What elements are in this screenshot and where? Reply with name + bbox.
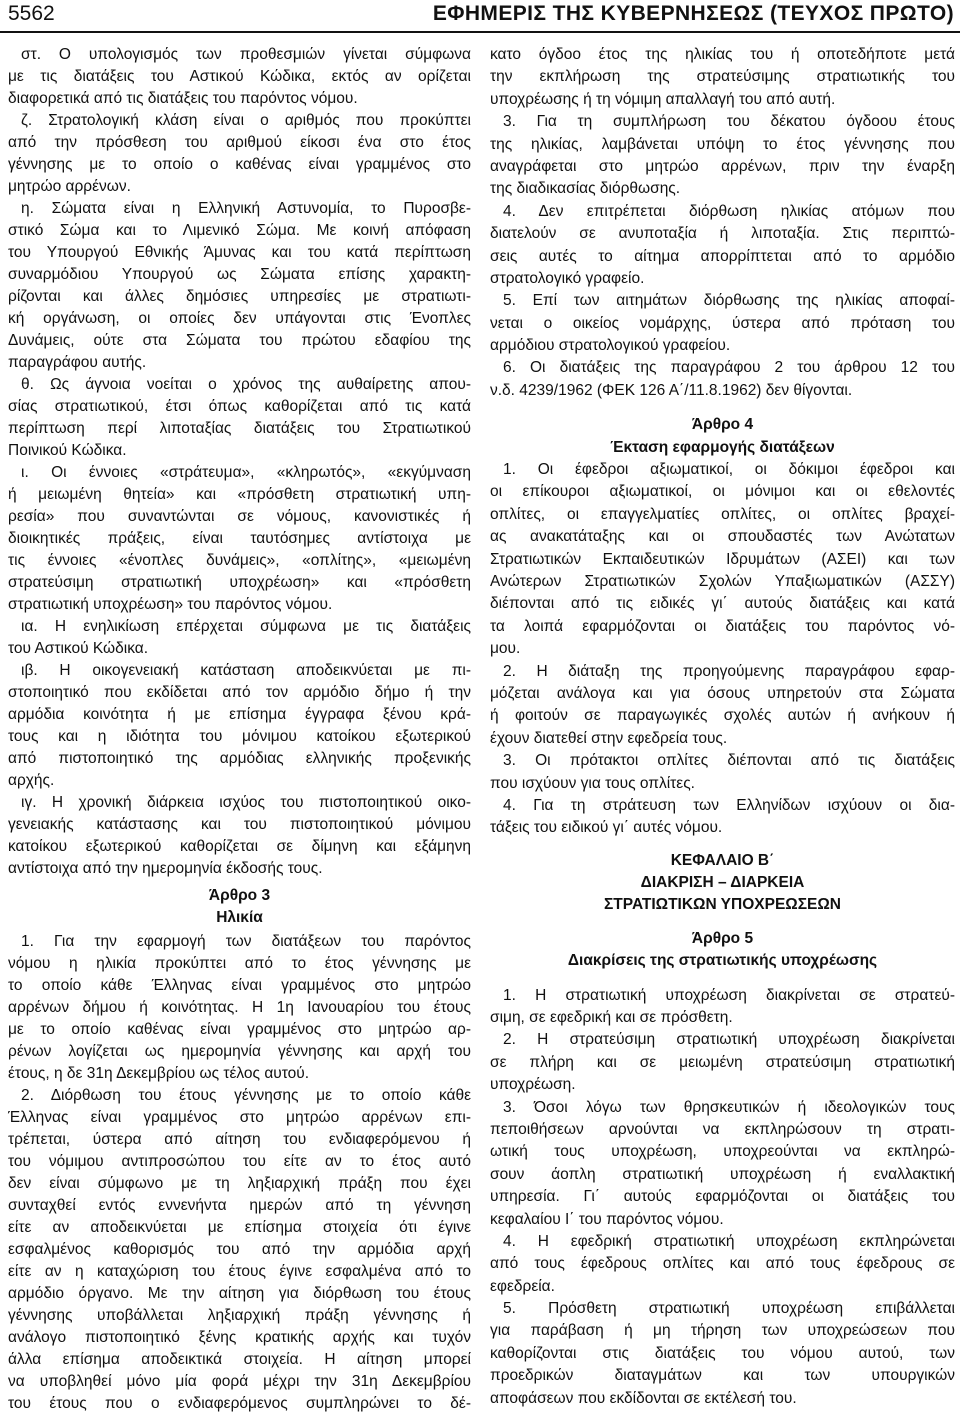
text-line: εφεδρεία. [490,1277,555,1295]
text-line: μητρώο αρρένων. [8,178,131,195]
text-line: του Αστικού Κώδικα. [8,640,149,657]
text-line: 3. Οι πρότακτοι οπλίτες διέπονται από τις διατάξεις [503,752,955,770]
paragraph [490,111,955,201]
text-line: της διαδικασίας διόρθωσης. [490,180,681,198]
heading-line: Άρθρο 5 [691,929,754,947]
text-line: μου. [490,640,521,658]
heading-line: Άρθρο 3 [208,887,271,904]
text-line: ν.δ. 4239/1962 (ΦΕΚ 126 Α΄/11.8.1962) δεν θίγονται. [490,381,853,399]
text-line: αντίστοιχα από την ημερομηνία έκδοσής τους. [8,860,323,877]
text-line: του Υπουργού Εθνικής Άμυνας και του κατά περίπτωση [8,244,471,261]
paragraph [8,616,471,660]
heading-line: Έκταση εφαρμογής διατάξεων [610,438,835,456]
text-line: την εκπλήρωση της στρατεύσιμης στρατιωτικής του [490,68,955,86]
heading-line: Διακρίσεις της στρατιωτικής υποχρέωσης [567,952,878,970]
text-line: είτε αν αποδεικνύεται με επίσημα στοιχεία ότι έγινε [8,1219,471,1236]
paragraph [490,357,955,402]
text-line: γέννησης υποβάλλεται ληξιαρχική πράξη γέννησης ή [8,1307,471,1324]
text-line: νόμου η ηλικία προκύπτει από το έτος γέννησης με [8,955,471,972]
text-line: συναρμόδιου Υπουργού ως Σώματα επίσης χαρακτη- [8,266,471,283]
section-heading [490,414,955,459]
text-line: αρρένων δήμου ή κοινότητας. Η 1η Ιανουαρίου του έτους [8,999,471,1016]
text-line: στρατεύσιμη στρατιωτική υποχρέωση» και «πρόσθετη [8,574,471,591]
text-line: ρένων λογίζεται ως ημερομηνία γέννησης και αρχή του [8,1043,471,1060]
text-line: ανάλογο πιστοποιητικό ξένης κρατικής αρχής και τυχόν [8,1329,471,1346]
text-line: 5. Πρόσθετη στρατιωτική υποχρέωση επιβάλλεται [503,1300,955,1318]
text-line: ωτική τους υποχρέωση, υποχρεούνται να εκπληρώ- [490,1143,955,1161]
gazette-title: ΕΦΗΜΕΡΙΣ ΤΗΣ ΚΥΒΕΡΝΗΣΕΩΣ (ΤΕΥΧΟΣ ΠΡΩΤΟ) [432,2,954,25]
text-line: κατο όγδοο έτος της ηλικίας του ή οποτεδήποτε μετά [490,46,955,63]
text-line: Ποινικού Κώδικα. [8,442,127,459]
text-line: υπηρεσία. Γι΄ αυτούς εφαρμόζονται οι διατάξεις του [490,1188,955,1206]
heading-line: Άρθρο 4 [691,416,754,434]
text-line: με το οποίο καθένας είναι γραμμένος στο μητρώο αρ- [8,1021,471,1038]
paragraph [490,985,955,1030]
text-line: σιμη, σε εφεδρική και σε πρόσθετη. [490,1009,733,1027]
text-line: η. Σώματα είναι η Ελληνική Αστυνομία, το Πυροσβε- [21,200,471,217]
paragraph [8,462,471,616]
section-heading [8,885,471,929]
paragraph [490,795,955,840]
text-line: από την πρόσθεση του αριθμού είκοσι ένα στο έτος [8,134,471,151]
paragraph [490,661,955,751]
text-line: του νόμιμου αντιπροσώπου του είτε αν το έτος αυτό [8,1153,471,1170]
paragraph [490,750,955,795]
heading-line: ΚΕΦΑΛΑΙΟ Β΄ [670,851,775,869]
text-line: Στρατιωτικών Εκπαιδευτικών Ιδρυμάτων (ΑΣΕΙ) και των [490,550,955,568]
text-line: τρέπεται, ύστερα από αίτηση του ενδιαφερόμενου ή [8,1131,471,1148]
text-line: τις έννοιες «ένοπλες δυνάμεις», «οπλίτης», «μειωμένη [8,552,471,569]
heading-line: ΔΙΑΚΡΙΣΗ – ΔΙΑΡΚΕΙΑ [640,874,805,892]
text-line: γενειακής κατάστασης και του πιστοποιητικού μόνιμου [8,816,471,833]
section-heading [490,850,955,917]
text-line: 4. Για τη στράτευση των Ελληνίδων ισχύουν οι δια- [503,796,955,814]
paragraph [490,1097,955,1231]
text-line: Δυνάμεις, ούτε στα Σώματα του πρώτου εδαφίου της [8,332,471,349]
text-line: καθορίζονται στις διατάξεις του νόμου αυτού, των [490,1344,955,1362]
text-line: για παράβαση ή μη τήρηση των υποχρεώσεων που [490,1322,955,1340]
text-line: αρμόδιο όργανο. Με την αίτηση για διόρθωση του έτους [8,1285,471,1302]
text-line: που ισχύουν για τους οπλίτες. [490,774,695,792]
text-line: άλλα επίσημα αποδεικτικά στοιχεία. Η αίτηση μπορεί [8,1351,471,1368]
text-line: από τους έφεδρους οπλίτες και από τους έφεδρους σε [490,1255,955,1273]
text-line: το οποίο κάθε Έλληνας είναι γραμμένος στο μητρώο [8,977,471,994]
text-line: περίπτωση περί λιποταξίας διατάξεις του Στρατιωτικού [8,420,471,437]
text-line: διαφορετικά από τις διατάξεις του παρόντος νόμου. [8,90,358,107]
text-line: 4. Δεν επιτρέπεται διόρθωση ηλικίας ατόμων που [503,202,955,220]
paragraph [490,201,955,291]
text-line: 2. Η διάταξη της προηγούμενης παραγράφου εφαρ- [503,662,955,680]
text-line: έτους, η δε 31η Δεκεμβρίου ως τέλος αυτού. [8,1065,310,1082]
page-number: 5562 [8,2,55,25]
text-line: κατοίκου εξωτερικού καθορίζεται σε δίμηνη και εξάμηνη [8,838,471,855]
text-line: 3. Όσοι λόγω των θρησκευτικών ή ιδεολογικών τους [503,1098,955,1116]
text-line: 6. Οι διατάξεις της παραγράφου 2 του άρθρου 12 του [503,359,955,377]
text-line: ιγ. Η χρονική διάρκεια ισχύος του πιστοποιητικού οικο- [21,794,471,811]
text-line: αρμόδια κοινότητα ή με επίσημα έγγραφα ξένου κρά- [8,706,471,723]
left-column [8,44,471,1415]
text-line: υποχρέωση. [490,1076,576,1094]
text-line: ρεσία» που συναντώνται σε νόμους, κανονιστικές ή [8,508,471,525]
text-line: σίας στρατιωτικού, έτσι όπως καθορίζεται από τις κατά [8,398,471,415]
text-line: ή μειωμένη θητεία» και «πρόσθετη στρατιωτική υπη- [8,486,471,503]
text-line: αρμόδιου στρατολογικού γραφείου. [490,337,731,355]
text-line: διοικητικές πράξεις, είναι ταυτόσημες αντίστοιχα με [8,530,471,547]
text-line: συνταχθεί εντός εννενήντα ημερών από τη γέννηση [8,1197,471,1214]
text-line: κή οργάνωση, οι οποίες δεν υπάγονται στις Ένοπλες [8,310,471,327]
text-line: ρίζονται και άλλες δημόσιες υπηρεσίες με στρατιωτι- [8,288,471,305]
paragraph [8,931,471,1085]
text-line: 3. Για τη συμπλήρωση του δέκατου όγδοου έτους [503,113,955,131]
text-line: προεδρικών διαταγμάτων και των υπουργικών [490,1367,955,1385]
text-line: στ. Ο υπολογισμός των προθεσμιών γίνεται σύμφωνα [21,46,471,63]
text-line: Έλληνας είναι γραμμένος στο μητρώο αρρένων επι- [8,1109,471,1126]
text-line: διέπονται από τις ειδικές γι΄ αυτούς διατάξεις και κατά [490,595,955,613]
text-line: 1. Οι έφεδροι αξιωματικοί, οι δόκιμοι έφεδροι και [503,461,955,479]
text-line: με τις διατάξεις του Αστικού Κώδικα, εκτός αν ορίζεται [8,68,471,85]
text-line: στρατολογικό γραφείο. [490,269,645,287]
text-line: είτε αν η καταχώριση του έτους έγινε εσφαλμένα από το [8,1263,471,1280]
text-line: διατελούν σε ανυποταξία ή λιποταξία. Στις περιπτώ- [490,225,955,243]
text-line: αποφάσεων που εκδίδονται σε εκτέλεσή του. [490,1389,797,1407]
text-line: γέννησης με το οποίο ο καθένας είναι γραμμένος στο [8,156,471,173]
text-line: στικό Σώμα και το Λιμενικό Σώμα. Με κοινή απόφαση [8,222,471,239]
text-line: να υποβληθεί μόνο μία φορά μέχρι την 31η Δεκεμβρίου [8,1373,471,1390]
paragraph [8,198,471,374]
paragraph [8,1085,471,1415]
section-heading [490,928,955,973]
text-line: ας ανακατάταξης και οι σπουδαστές των Ανώτατων [490,528,955,546]
paragraph [490,459,955,661]
text-line: δεν είναι σύμφωνο με τη ληξιαρχική πράξη που έχει [8,1175,471,1192]
paragraph [490,1231,955,1298]
text-line: ια. Η ενηλικίωση επέρχεται σύμφωνα με τις διατάξεις [21,618,471,635]
text-line: οπλίτες, οι επαγγελματίες οπλίτες, οι οπλίτες βραχεί- [490,505,955,523]
paragraph [8,110,471,198]
text-line: μόζεται ανάλογα και για όσους υπηρετούν στα Σώματα [490,684,955,702]
text-line: έχουν διατεθεί στην εφεδρεία τους. [490,729,728,747]
text-line: παραγράφου αυτής. [8,354,147,371]
text-line: 1. Για την εφαρμογή των διατάξεων του παρόντος [21,933,471,950]
heading-line: Ηλικία [216,909,263,926]
text-line: νεται ο οικείος νομάρχης, ύστερα από πρόταση του [490,314,955,332]
text-line: τους και η ιδιότητα του μόνιμου κατοίκου εξωτερικού [8,728,471,745]
header-rule [0,31,960,33]
text-line: τάξεις του ειδικού γι΄ αυτές νόμου. [490,819,723,837]
paragraph [490,1029,955,1096]
text-line: 2. Η στρατεύσιμη στρατιωτική υποχρέωση διακρίνεται [503,1031,955,1049]
text-line: θ. Ως άγνοια νοείται ο χρόνος της αυθαίρετης απου- [21,376,471,393]
text-line: σουν άοπλη στρατιωτική υποχρέωση ή εναλλακτική [490,1165,955,1183]
paragraph [490,290,955,357]
paragraph [490,44,955,111]
heading-line: ΣΤΡΑΤΙΩΤΙΚΩΝ ΥΠΟΧΡΕΩΣΕΩΝ [604,896,841,914]
text-line: τα λοιπά εφαρμόζονται οι διατάξεις του παρόντος νό- [490,617,955,635]
paragraph [8,44,471,110]
text-line: οι επίκουροι αξιωματικοί, οι μόνιμοι και οι εθελοντές [490,483,955,501]
text-line: σε πλήρη και σε μειωμένη στρατεύσιμη στρατιωτική [490,1053,955,1071]
text-line: 5. Επί των αιτημάτων διόρθωσης της ηλικίας αποφαί- [503,292,955,310]
text-line: 4. Η εφεδρική στρατιωτική υποχρέωση εκπληρώνεται [503,1232,955,1250]
text-line: ή φοιτούν σε παραγωγικές σχολές αυτών ή ανήκουν ή [490,707,955,725]
text-line: σεις αυτές το αίτημα απορρίπτεται από το αρμόδιο [490,247,955,265]
text-line: αναγράφεται στο μητρώο αρρένων, πριν την έναρξη [490,157,955,175]
text-line: στρατιωτική υποχρέωση» του παρόντος νόμου. [8,596,333,613]
text-line: του έτους που ο ενδιαφερόμενος συμπληρώνει το δέ- [8,1395,471,1412]
paragraph [490,1298,955,1410]
text-line: της ηλικίας, λαμβάνεται υπόψη το έτος γέννησης που [490,135,955,153]
paragraph [8,792,471,880]
text-line: ι. Οι έννοιες «στράτευμα», «κληρωτός», «εκγύμναση [21,464,471,481]
text-line: στοποιητικό που εκδίδεται από τον αρμόδιο δήμο ή την [8,684,471,701]
text-line: υποχρέωσης ή τη νόμιμη απαλλαγή του από αυτή. [490,90,836,108]
right-column [490,44,955,1410]
paragraph [8,374,471,462]
text-line: εσφαλμένος καθορισμός του από την αρμόδια αρχή [8,1241,471,1258]
text-line: Ανώτερων Στρατιωτικών Σχολών Υπαξιωματικών (ΑΣΣΥ) [490,572,955,590]
text-line: ζ. Στρατολογική κλάση είναι ο αριθμός που προκύπτει [21,112,471,129]
paragraph [8,660,471,792]
text-line: πεποιθήσεων αρνούνται να εκπληρώσουν τη στρατι- [490,1120,955,1138]
text-line: 2. Διόρθωση του έτους γέννησης με το οποίο κάθε [21,1087,471,1104]
text-line: 1. Η στρατιωτική υποχρέωση διακρίνεται σε στρατεύ- [503,986,955,1004]
text-line: κεφαλαίου Ι΄ του παρόντος νόμου. [490,1210,724,1228]
text-line: ιβ. Η οικογενειακή κατάσταση αποδεικνύεται με πι- [21,662,471,679]
text-line: από πιστοποιητικό της αρμόδιας ελληνικής προξενικής [8,750,471,767]
text-line: αρχής. [8,772,55,789]
